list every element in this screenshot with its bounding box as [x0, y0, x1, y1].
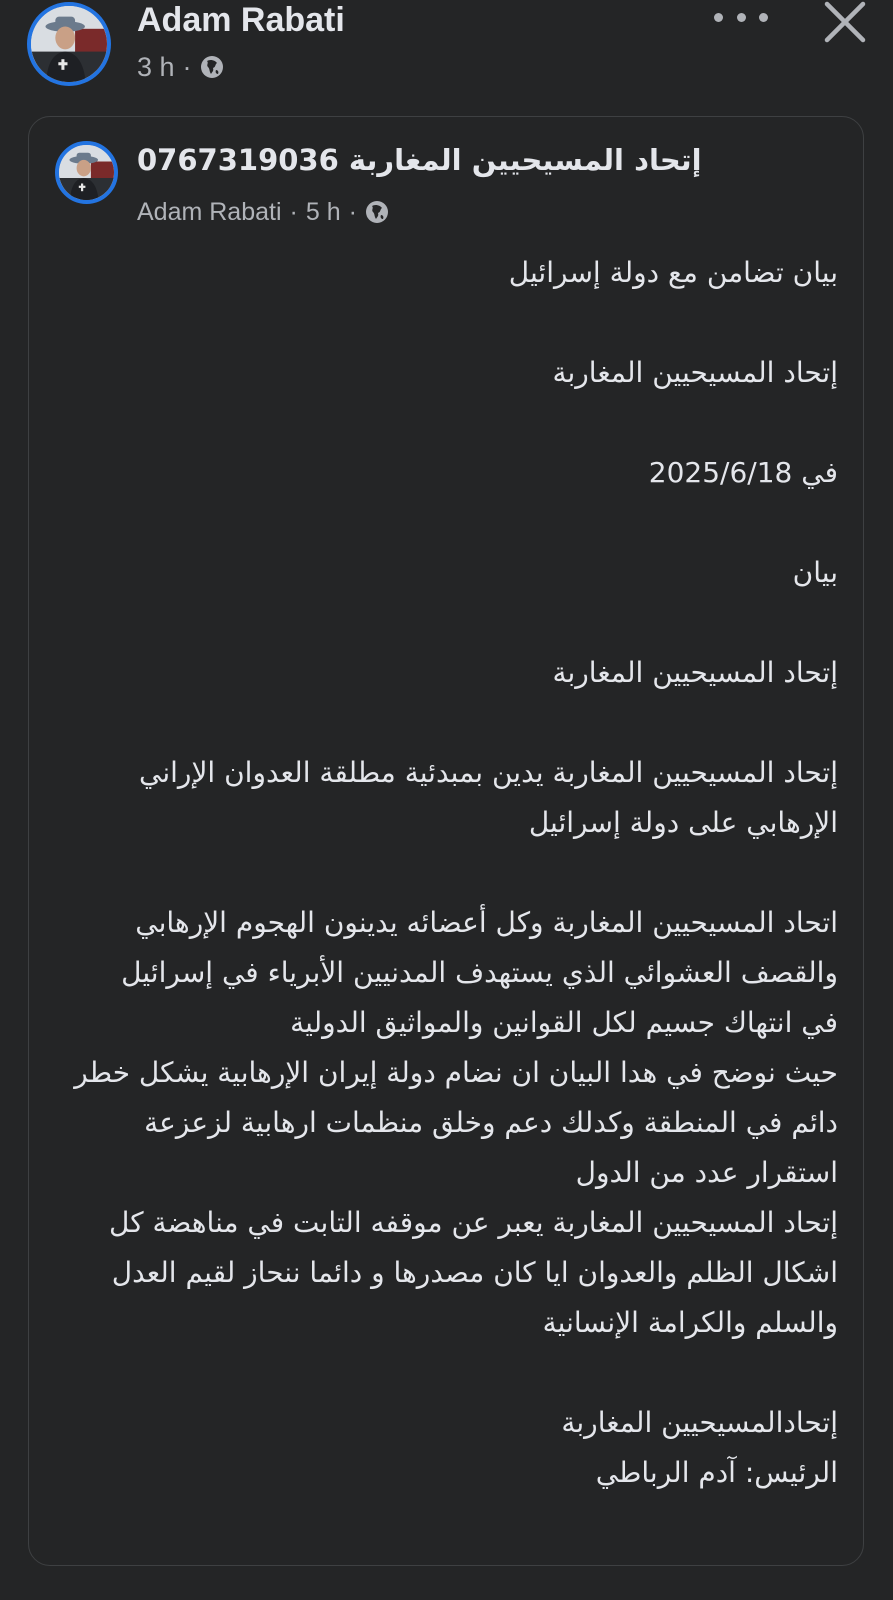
body-paragraph: في انتهاك جسيم لكل القوانين والمواثيق الدولية [290, 1006, 838, 1039]
body-line: إتحاد المسيحيين المغاربة [552, 356, 838, 389]
more-options-button[interactable] [714, 0, 768, 34]
shared-page-avatar[interactable] [55, 141, 118, 204]
more-horizontal-icon-dot [737, 13, 746, 22]
signature-org: إتحادالمسيحيين المغاربة [561, 1406, 838, 1439]
post-meta [137, 50, 224, 84]
body-line: في 2025/6/18 [648, 456, 838, 489]
meta-separator: · [348, 197, 357, 226]
globe-icon [200, 55, 224, 79]
post-header [0, 0, 893, 110]
body-line: بيان [792, 556, 838, 589]
avatar-image [31, 6, 107, 82]
shared-post-timestamp[interactable]: 5 h [305, 197, 341, 226]
more-horizontal-icon-dot [714, 13, 723, 22]
post-timestamp[interactable]: 3 h [137, 51, 175, 82]
body-paragraph: إتحاد المسيحيين المغاربة يدين بمبدئية مطلقة العدوان الإراني الإرهابي على دولة إسرائيل [139, 756, 838, 839]
meta-separator: · [182, 51, 192, 82]
shared-post-meta [137, 195, 389, 229]
body-paragraph: إتحاد المسيحيين المغاربة يعبر عن موقفه التابت في مناهضة كل اشكال الظلم والعدوان ايا كان مصدرها و دائما ننحاز لقيم العدل والسلم والكرامة الإنسانية [109, 1206, 838, 1339]
body-paragraph: حيث نوضح في هدا البيان ان نضام دولة إيران الإرهابية يشكل خطر دائم في المنطقة وكدلك دعم وخلق منظمات ارهابية لزعزعة استقرار عدد من الدول [74, 1056, 838, 1189]
shared-post-author[interactable]: Adam Rabati [137, 197, 282, 226]
body-paragraph: اتحاد المسيحيين المغاربة وكل أعضائه يدينون الهجوم الإرهابي والقصف العشوائي الذي يستهدف المدنيين الأبرياء في إسرائيل [121, 906, 838, 989]
close-icon[interactable] [823, 0, 867, 44]
body-line: بيان تضامن مع دولة إسرائيل [508, 256, 838, 289]
meta-separator: · [289, 197, 298, 226]
body-line: إتحاد المسيحيين المغاربة [552, 656, 838, 689]
post-body [48, 248, 838, 1498]
author-name[interactable]: Adam Rabati [137, 1, 345, 39]
shared-page-name[interactable]: إتحاد المسيحيين المغاربة 0767319036 [137, 143, 702, 177]
author-avatar[interactable] [27, 2, 111, 86]
avatar-image [59, 145, 114, 200]
more-horizontal-icon-dot [759, 13, 768, 22]
globe-icon [365, 200, 389, 224]
signature-president: الرئيس: آدم الرباطي [595, 1456, 838, 1489]
